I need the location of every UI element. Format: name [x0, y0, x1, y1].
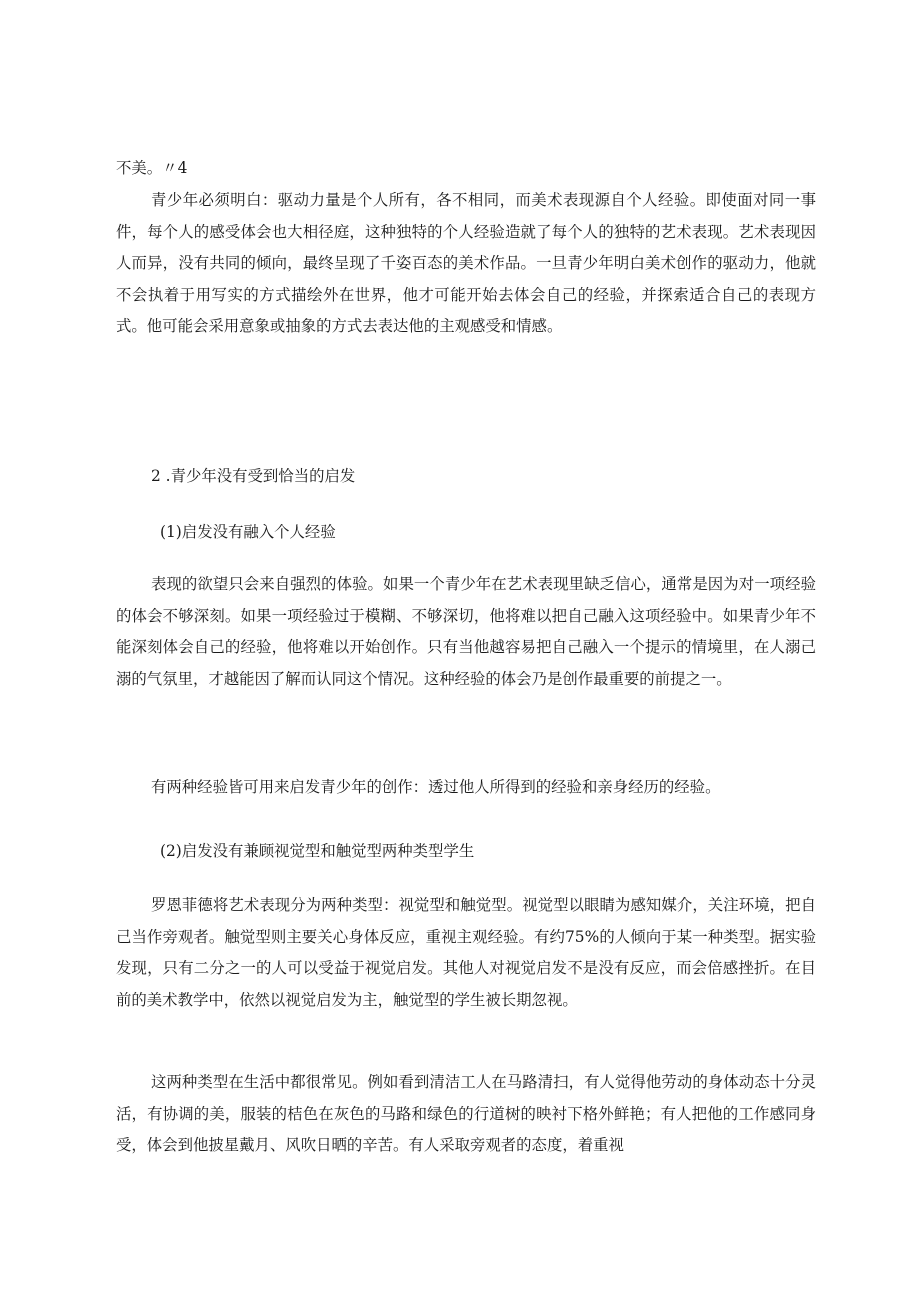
- subsection-heading-1: (1)启发没有融入个人经验: [160, 523, 336, 541]
- paragraph-experience: 表现的欲望只会来自强烈的体验。如果一个青少年在艺术表现里缺乏信心，通常是因为对一项经验的体会不够深刻。如果一项经验过于模糊、不够深切，他将难以把自己融入这项经验中。如果青少年不能深刻体会自己的经验，他将难以开始创作。只有当他越容易把自己融入一个提示的情境里，在人溺己溺的气氛里，才越能因了解而认同这个情况。这种经验的体会乃是创作最重要的前提之一。: [116, 575, 816, 688]
- section-heading-2: 2 .青少年没有受到恰当的启发: [151, 467, 356, 485]
- paragraph-examples: 这两种类型在生活中都很常见。例如看到清洁工人在马路清扫，有人觉得他劳动的身体动态十分灵活，有协调的美，服装的桔色在灰色的马路和绿色的行道树的映衬下格外鲜艳；有人把他的工作感同身受，体会到他披星戴月、风吹日晒的辛苦。有人采取旁观者的态度，着重视: [116, 1073, 816, 1154]
- paragraph-visual-haptic: 罗恩菲德将艺术表现分为两种类型：视觉型和触觉型。视觉型以眼睛为感知媒介，关注环境，把自己当作旁观者。触觉型则主要关心身体反应，重视主观经验。有约75%的人倾向于某一种类型。据实验发现，只有二分之一的人可以受益于视觉启发。其他人对视觉启发不是没有反应，而会倍感挫折。在目前的美术教学中，依然以视觉启发为主，触觉型的学生被长期忽视。: [116, 896, 816, 1009]
- paragraph-driving-force: 青少年必须明白：驱动力量是个人所有，各不相同，而美术表现源自个人经验。即使面对同一事件，每个人的感受体会也大相径庭，这种独特的个人经验造就了每个人的独特的艺术表现。艺术表现因人而异，没有共同的倾向，最终呈现了千姿百态的美术作品。一旦青少年明白美术创作的驱动力，他就不会执着于用写实的方式描绘外在世界，他才可能开始去体会自己的经验，并探索适合自己的表现方式。他可能会采用意象或抽象的方式去表达他的主观感受和情感。: [116, 191, 816, 335]
- continuation-text: 不美。〃4: [116, 159, 188, 177]
- paragraph-two-experiences: 有两种经验皆可用来启发青少年的创作：透过他人所得到的经验和亲身经历的经验。: [151, 778, 721, 796]
- subsection-heading-2: (2)启发没有兼顾视觉型和触觉型两种类型学生: [160, 842, 475, 860]
